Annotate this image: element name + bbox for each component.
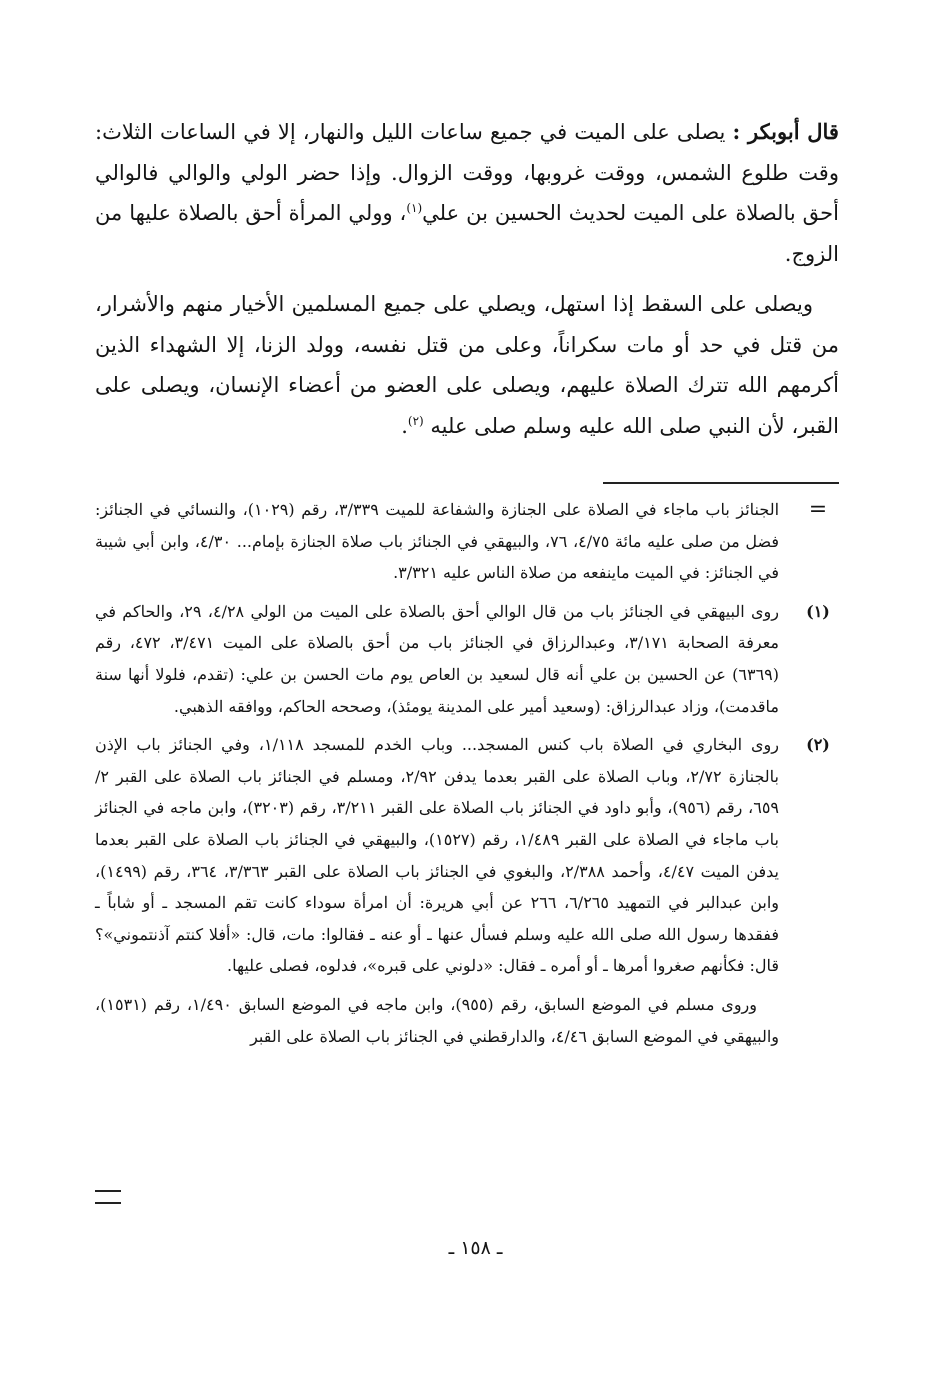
- footnote-separator: [603, 482, 839, 484]
- footnote-2-marker: (٢): [806, 735, 830, 755]
- page-number: ـ ١٥٨ ـ: [448, 1237, 503, 1259]
- footnote-1-marker: (١): [806, 601, 830, 621]
- continuation-mark: [95, 1190, 121, 1204]
- paragraph-1-text-before-ref: يصلى على الميت في جميع ساعات الليل والنهار، إلا في الساعات الثلاث: وقت طلوع الشمس، ووقت غروبها، ووقت الزوال. وإذا حضر الولي والوالي فالوالي أحق بالصلاة على الميت لحديث الحسين بن علي: [95, 120, 839, 225]
- footnote-continuation-paragraph: وروى مسلم في الموضع السابق، رقم (٩٥٥)، وابن ماجه في الموضع السابق ١/٤٩٠، رقم (١٥٣١)، والبيهقي في الموضع السابق ٤/٤٦، والدارقطني في الجنائز باب الصلاة على القبر: [95, 994, 779, 1046]
- main-paragraph-1: [95, 112, 839, 274]
- paragraph-1-text-after-ref: ، وولي المرأة أحق بالصلاة عليها من الزوج.: [95, 201, 839, 266]
- speaker-label: قال أبوبكر :: [732, 119, 839, 144]
- footnote-reference-1[interactable]: (١): [406, 201, 423, 215]
- footnote-reference-2[interactable]: (٢): [407, 413, 424, 428]
- footnote-2: [95, 729, 839, 982]
- footnote-2-text: روى البخاري في الصلاة باب كنس المسجد... وباب الخدم للمسجد ١/١١٨، وفي الجنائز باب الإذن بالجنازة ٢/٧٢، وباب الصلاة على القبر بعدما يدفن ٢/٩٢، ومسلم في الجنائز باب الصلاة على القبر ٢/ ٦٥٩، رقم (٩٥٦)، وأبو داود في الجنائز باب الصلاة على القبر ٣/٢١١، رقم (٣٢٠٣)، وابن ماجه في الجنائز باب ماجاء في الصلاة على القبر ١/٤٨٩، رقم (١٥٢٧)، والبيهقي في الجنائز باب الصلاة على القبر بعدما يدفن الميت ٤/٤٧، وأحمد ٢/٣٨٨، والبغوي في الجنائز باب الصلاة على القبر ٣/٣٦٣، ٣٦٤، رقم (١٤٩٩)، وابن عبدالبر في التمهيد ٦/٢٦٥، ٢٦٦ عن أبي هريرة: أن امرأة سوداء كانت تقم المسجد ـ أو شاباً ـ ففقدها رسول الله صلى الله عليه وسلم فسأل عنها ـ أو عنه ـ فقالوا: مات، قال: «أفلا كنتم آذنتموني»؟ قال: فكأنهم صغروا أمرها ـ أو أمره ـ فقال: «دلوني على قبره»، فدلوه، فصلى عليها.: [95, 735, 780, 976]
- main-text: [95, 112, 839, 446]
- main-paragraph-2: [95, 284, 839, 446]
- continued-footnote-marker: =: [808, 497, 828, 522]
- footnotes-section: [95, 494, 839, 1052]
- paragraph-2-text-before-ref: ويصلى على السقط إذا استهل، ويصلي على جميع المسلمين الأخيار منهم والأشرار، من قتل في حد أو مات سكراناً، وعلى من قتل نفسه، وولد الزنا، إلا الشهداء الذين أكرمهم الله تترك الصلاة عليهم، ويصلى على العضو من أعضاء الإنسان، ويصلى على القبر، لأن النبي صلى الله عليه وسلم صلى عليه: [95, 292, 839, 438]
- footnote-1-text: روى البيهقي في الجنائز باب من قال الوالي أحق بالصلاة على الميت من الولي ٤/٢٨، ٢٩، والحاكم في معرفة الصحابة ٣/١٧١، وعبدالرزاق في الجنائز باب من أحق بالصلاة على الميت ٣/٤٧١، ٤٧٢، رقم (٦٣٦٩) عن الحسين بن علي أنه قال لسعيد بن العاص يوم مات الحسن بن علي: (تقدم، فلولا أنها سنة ماقدمت)، وزاد عبدالرزاق: (وسعيد أمير على المدينة يومئذ)، وصححه الحاكم، ووافقه الذهبي.: [95, 601, 780, 716]
- continued-footnote-text: الجنائز باب ماجاء في الصلاة على الجنازة والشفاعة للميت ٣/٣٣٩، رقم (١٠٢٩)، والنسائي في الجنائز: فضل من صلى عليه مائة ٤/٧٥، ٧٦، والبيهقي في الجنائز باب صلاة الجنازة بإمام... ٤/٣٠، وابن أبي شيبة في الجنائز: في الميت ماينفعه من صلاة الناس عليه ٣/٣٢١.: [95, 500, 780, 583]
- paragraph-2-text-after-ref: .: [401, 413, 408, 438]
- footnote-continued-from-previous-page: [95, 494, 839, 589]
- footnote-1: [95, 596, 839, 722]
